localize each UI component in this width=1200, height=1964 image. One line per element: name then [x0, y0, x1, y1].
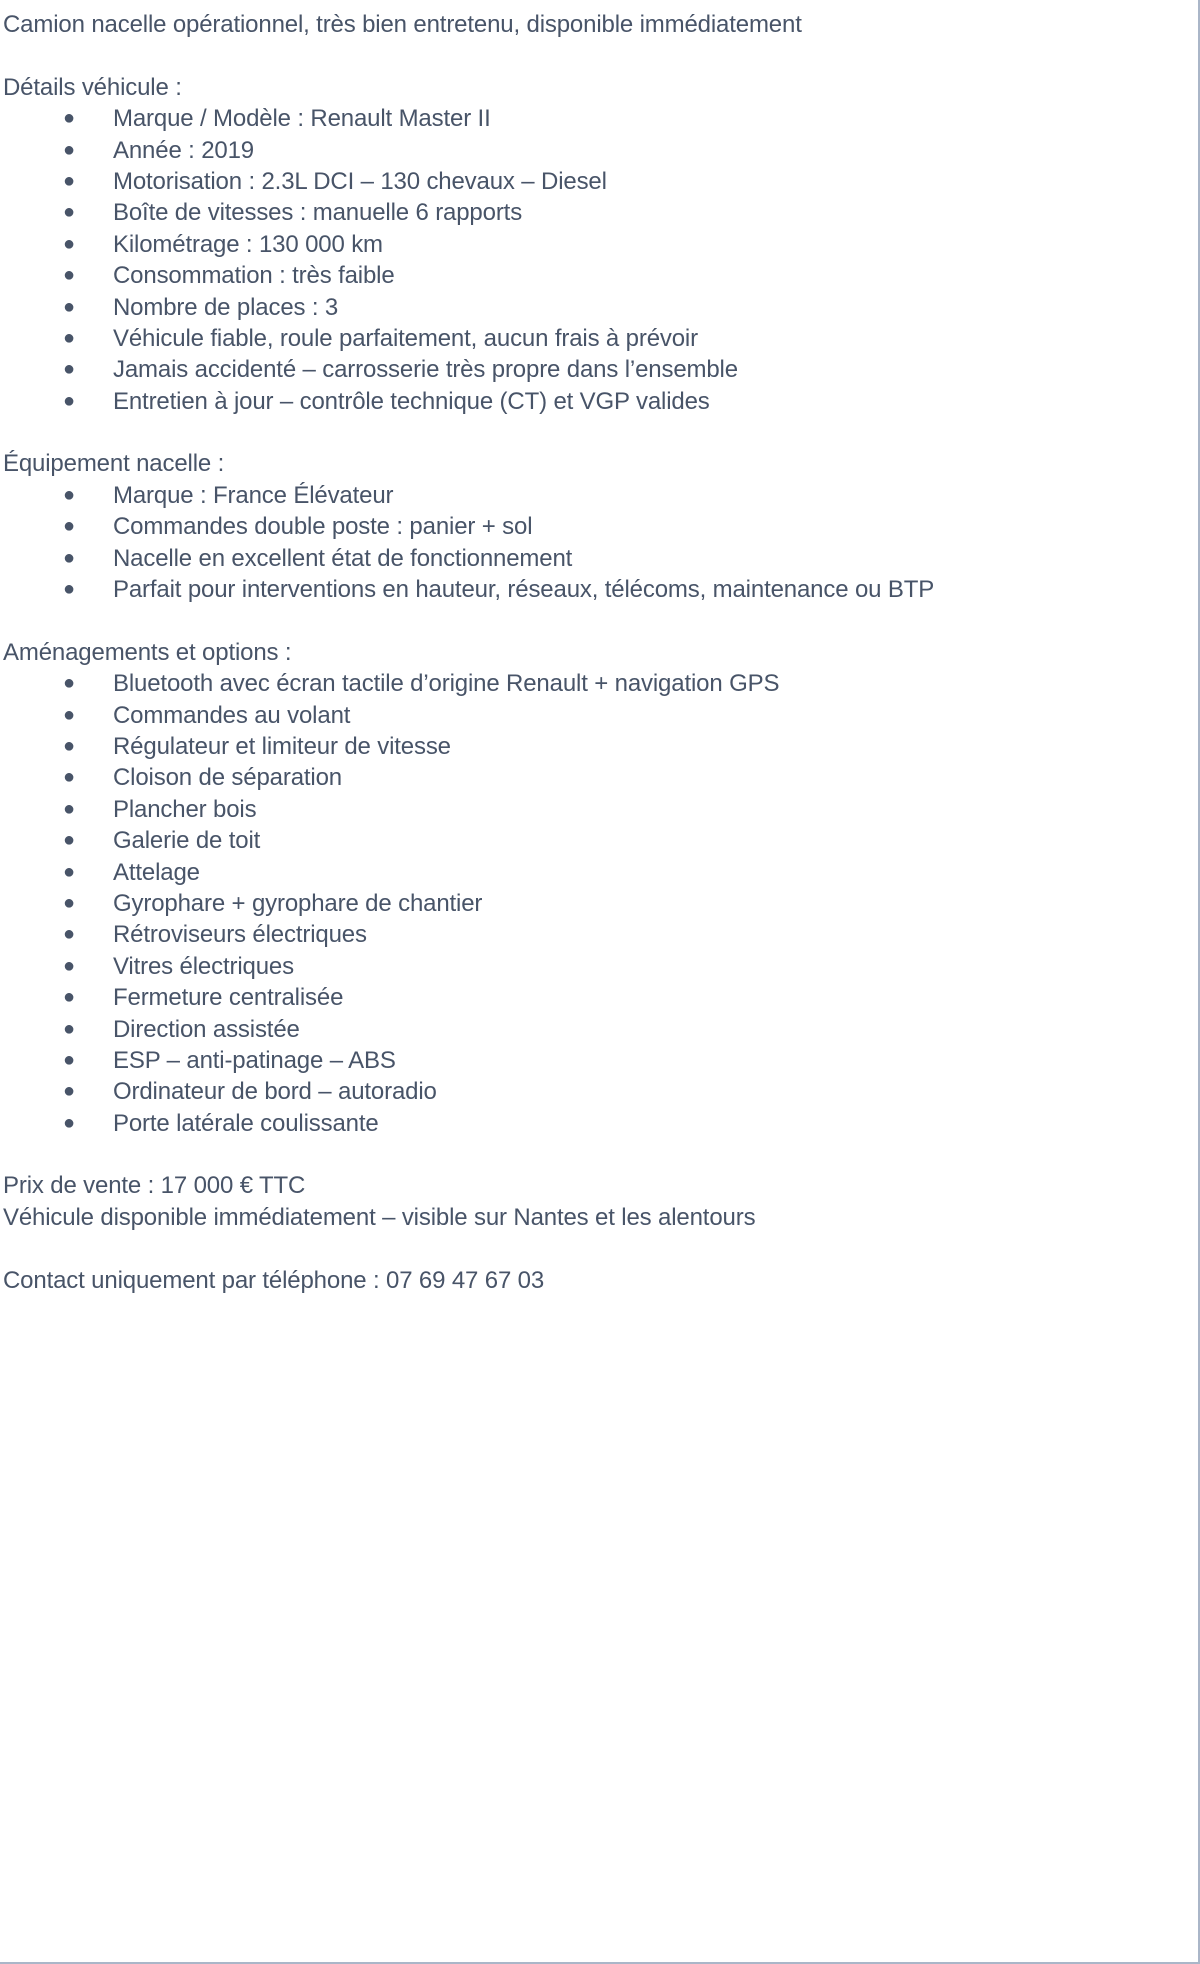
- options-list: [3, 668, 1183, 1139]
- spacer: [3, 1139, 1183, 1170]
- bullet-icon: ●: [63, 986, 75, 1009]
- list-item-text: Jamais accidenté – carrosserie très propre dans l’ensemble: [113, 356, 738, 384]
- bullet-icon: ●: [63, 703, 75, 726]
- list-item-text: Cloison de séparation: [113, 764, 342, 792]
- list-item-text: Fermeture centralisée: [113, 984, 344, 1012]
- bullet-icon: ●: [63, 169, 75, 192]
- list-item: [3, 292, 1183, 323]
- list-item: [3, 135, 1183, 166]
- spacer: [3, 605, 1183, 636]
- spacer: [3, 40, 1183, 71]
- bullet-icon: ●: [63, 766, 75, 789]
- list-item: [3, 166, 1183, 197]
- spacer: [3, 1233, 1183, 1264]
- list-item: [3, 543, 1183, 574]
- bullet-icon: ●: [63, 1048, 75, 1071]
- list-item: [3, 951, 1183, 982]
- bullet-icon: ●: [63, 201, 75, 224]
- bullet-icon: ●: [63, 1111, 75, 1134]
- intro-text: Camion nacelle opérationnel, très bien entretenu, disponible immédiatement: [3, 11, 802, 38]
- list-item: [3, 511, 1183, 542]
- bullet-icon: ●: [63, 546, 75, 569]
- list-item-text: ESP – anti-patinage – ABS: [113, 1046, 396, 1074]
- list-item-text: Gyrophare + gyrophare de chantier: [113, 889, 483, 917]
- list-item: [3, 574, 1183, 605]
- options-heading: Aménagements et options :: [3, 638, 292, 666]
- list-item-text: Marque : France Élévateur: [113, 481, 394, 509]
- list-item: [3, 323, 1183, 354]
- list-item-text: Nacelle en excellent état de fonctionnement: [113, 544, 573, 572]
- list-item-text: Parfait pour interventions en hauteur, réseaux, télécoms, maintenance ou BTP: [113, 576, 935, 604]
- nacelle-equipment-heading: Équipement nacelle :: [3, 450, 225, 478]
- bullet-icon: ●: [63, 578, 75, 601]
- list-item-text: Régulateur et limiteur de vitesse: [113, 732, 451, 760]
- bullet-icon: ●: [63, 1017, 75, 1040]
- list-item-text: Ordinateur de bord – autoradio: [113, 1078, 437, 1106]
- list-item: [3, 1045, 1183, 1076]
- list-item-text: Motorisation : 2.3L DCI – 130 chevaux – Diesel: [113, 167, 607, 195]
- list-item: [3, 982, 1183, 1013]
- bullet-icon: ●: [63, 264, 75, 287]
- nacelle-equipment-list: [3, 480, 1183, 606]
- list-item-text: Consommation : très faible: [113, 262, 395, 290]
- bullet-icon: ●: [63, 232, 75, 255]
- list-item-text: Direction assistée: [113, 1015, 300, 1043]
- list-item: [3, 229, 1183, 260]
- spacer: [3, 417, 1183, 448]
- list-item: [3, 794, 1183, 825]
- bullet-icon: ●: [63, 515, 75, 538]
- bullet-icon: ●: [63, 107, 75, 130]
- list-item-text: Kilométrage : 130 000 km: [113, 230, 383, 258]
- list-item-text: Attelage: [113, 858, 200, 886]
- bullet-icon: ●: [63, 734, 75, 757]
- list-item-text: Galerie de toit: [113, 827, 261, 855]
- bullet-icon: ●: [63, 829, 75, 852]
- vehicle-details-heading: Détails véhicule :: [3, 73, 182, 101]
- availability-text: Véhicule disponible immédiatement – visible sur Nantes et les alentours: [3, 1203, 756, 1231]
- list-item: [3, 103, 1183, 134]
- list-item: [3, 1076, 1183, 1107]
- bullet-icon: ●: [63, 923, 75, 946]
- bullet-icon: ●: [63, 797, 75, 820]
- list-item-text: Commandes au volant: [113, 701, 351, 729]
- list-item: [3, 857, 1183, 888]
- bullet-icon: ●: [63, 1080, 75, 1103]
- bullet-icon: ●: [63, 672, 75, 695]
- listing-description: [3, 9, 1183, 1296]
- bullet-icon: ●: [63, 483, 75, 506]
- list-item-text: Vitres électriques: [113, 952, 294, 980]
- list-item: [3, 480, 1183, 511]
- list-item: [3, 197, 1183, 228]
- vehicle-details-list: [3, 103, 1183, 417]
- list-item-text: Commandes double poste : panier + sol: [113, 513, 533, 541]
- list-item-text: Véhicule fiable, roule parfaitement, aucun frais à prévoir: [113, 324, 698, 352]
- bullet-icon: ●: [63, 295, 75, 318]
- list-item-text: Nombre de places : 3: [113, 293, 339, 321]
- list-item: [3, 762, 1183, 793]
- bullet-icon: ●: [63, 138, 75, 161]
- list-item: [3, 260, 1183, 291]
- list-item-text: Année : 2019: [113, 136, 254, 164]
- list-item-text: Boîte de vitesses : manuelle 6 rapports: [113, 199, 523, 227]
- bullet-icon: ●: [63, 860, 75, 883]
- bullet-icon: ●: [63, 389, 75, 412]
- contact-text: Contact uniquement par téléphone : 07 69 47 67 03: [3, 1266, 545, 1294]
- list-item: [3, 1014, 1183, 1045]
- list-item: [3, 668, 1183, 699]
- bullet-icon: ●: [63, 891, 75, 914]
- list-item: [3, 888, 1183, 919]
- list-item-text: Rétroviseurs électriques: [113, 921, 367, 949]
- list-item-text: Entretien à jour – contrôle technique (CT) et VGP valides: [113, 387, 710, 415]
- list-item: [3, 919, 1183, 950]
- list-item-text: Marque / Modèle : Renault Master II: [113, 105, 491, 133]
- list-item-text: Porte latérale coulissante: [113, 1109, 379, 1137]
- list-item-text: Bluetooth avec écran tactile d’origine Renault + navigation GPS: [113, 670, 780, 698]
- list-item: [3, 825, 1183, 856]
- bullet-icon: ●: [63, 326, 75, 349]
- bullet-icon: ●: [63, 358, 75, 381]
- price-text: Prix de vente : 17 000 € TTC: [3, 1172, 306, 1200]
- bullet-icon: ●: [63, 954, 75, 977]
- list-item: [3, 386, 1183, 417]
- list-item: [3, 731, 1183, 762]
- list-item: [3, 354, 1183, 385]
- list-item: [3, 700, 1183, 731]
- list-item-text: Plancher bois: [113, 795, 257, 823]
- list-item: [3, 1108, 1183, 1139]
